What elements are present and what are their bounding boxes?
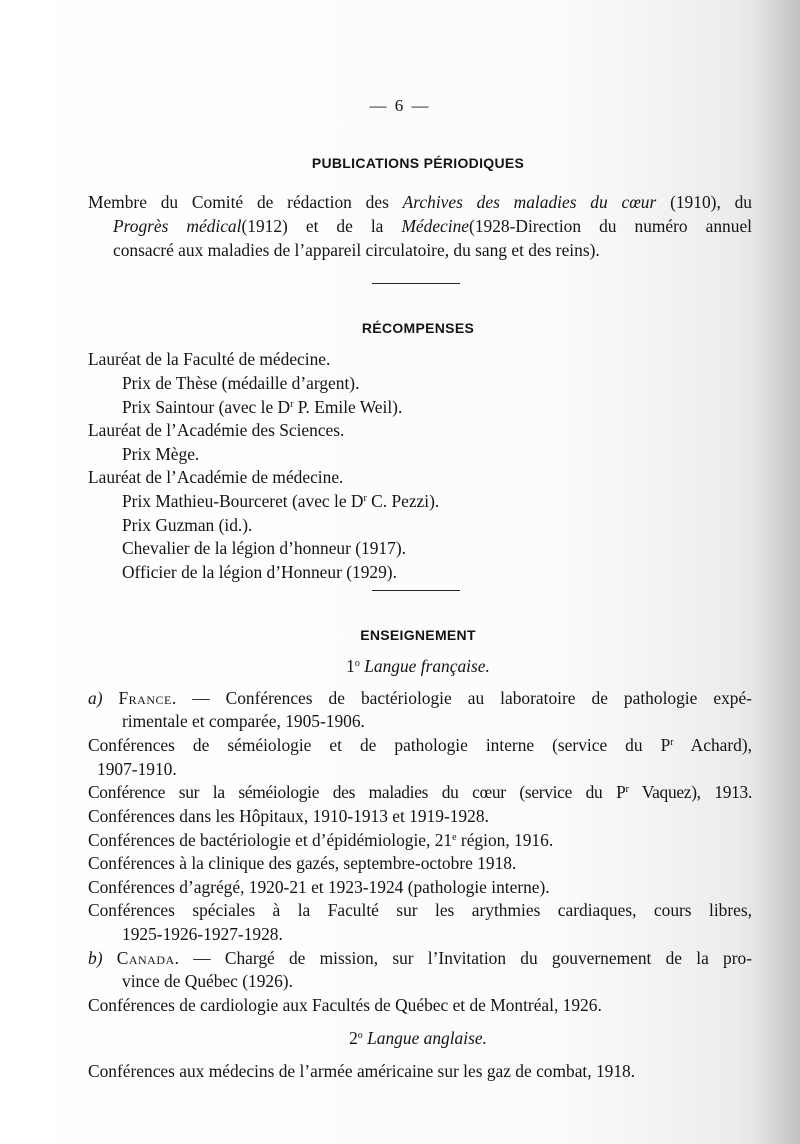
- teaching-line: rimentale et comparée, 1905-1906.: [122, 711, 365, 731]
- country-name: France: [118, 688, 172, 708]
- list-marker: b): [88, 948, 117, 968]
- award-line: Lauréat de la Faculté de médecine.: [88, 349, 331, 369]
- award-line: Chevalier de la légion d’honneur (1917).: [122, 538, 406, 558]
- award-line: Officier de la légion d’Honneur (1929).: [122, 562, 397, 582]
- teaching-line: Conférences dans les Hôpitaux, 1910-1913 et 1919-1928.: [88, 806, 489, 826]
- teaching-line: [88, 734, 752, 756]
- text-span: 2: [349, 1028, 358, 1048]
- superscript: r: [290, 399, 294, 410]
- teaching-line: Conférences aux médecins de l’armée américaine sur les gaz de combat, 1918.: [88, 1061, 636, 1081]
- subheading-langue-anglaise: [0, 1027, 800, 1049]
- text-span: Conférence sur la séméiologie des maladies du cœur (service du P: [88, 782, 626, 802]
- superscript: o: [357, 1030, 363, 1041]
- award-line: Lauréat de l’Académie des Sciences.: [88, 420, 345, 440]
- award-line: Prix de Thèse (médaille d’argent).: [122, 373, 360, 393]
- teaching-line: Conférences de cardiologie aux Facultés de Québec et de Montréal, 1926.: [88, 995, 602, 1015]
- text-span: Vaquez), 1913.: [628, 782, 753, 802]
- text-span: Prix Mathieu-Bourceret (avec le D: [122, 491, 364, 511]
- teaching-line: Conférences à la clinique des gazés, septembre-octobre 1918.: [88, 853, 517, 873]
- text-span: Prix Saintour (avec le D: [122, 397, 291, 417]
- journal-title: Progrès médical: [113, 216, 242, 236]
- text-span: (1928-Direction du numéro annuel: [469, 216, 752, 236]
- superscript: o: [354, 658, 360, 669]
- teaching-line: [88, 947, 752, 969]
- text-span: P. Emile Weil).: [293, 397, 403, 417]
- page-number: — 6 —: [369, 96, 431, 115]
- teaching-line: Conférences d’agrégé, 1920-21 et 1923-1924 (pathologie interne).: [88, 877, 550, 897]
- superscript: r: [625, 784, 629, 795]
- journal-title: Médecine: [401, 216, 470, 236]
- award-line: Prix Mège.: [122, 444, 200, 464]
- list-marker: a): [88, 688, 119, 708]
- text-span: 1: [346, 656, 355, 676]
- teaching-line: [88, 829, 553, 851]
- superscript: e: [452, 832, 457, 843]
- text-span: (1910), du: [656, 192, 752, 212]
- award-line: Prix Guzman (id.).: [122, 515, 253, 535]
- text-span: . — Chargé de mission, sur l’Invitation du gouvernement de la pro-: [174, 948, 752, 968]
- teaching-line: Conférences spéciales à la Faculté sur les arythmies cardiaques, cours libres,: [88, 900, 752, 920]
- section-divider: [372, 283, 460, 284]
- publications-line-1: [88, 191, 752, 213]
- heading-enseignement: ENSEIGNEMENT: [360, 627, 476, 643]
- teaching-line: [88, 781, 752, 803]
- country-name: Canada: [116, 948, 175, 968]
- text-span: . — Conférences de bactériologie au laboratoire de pathologie expé-: [171, 688, 752, 708]
- publications-line-3: consacré aux maladies de l’appareil circulatoire, du sang et des reins).: [113, 240, 600, 260]
- subheading-langue-francaise: [0, 655, 800, 677]
- text-span: (1912) et de la: [241, 216, 402, 236]
- heading-recompenses: RÉCOMPENSES: [361, 320, 475, 336]
- heading-publications: PUBLICATIONS PÉRIODIQUES: [311, 155, 525, 171]
- subheading-text: Langue française.: [364, 656, 490, 676]
- superscript: r: [363, 493, 367, 504]
- journal-title: Archives des maladies du cœur: [402, 192, 657, 212]
- award-line: Lauréat de l’Académie de médecine.: [88, 467, 344, 487]
- teaching-line: 1925-1926-1927-1928.: [122, 924, 283, 944]
- text-span: Conférences de séméiologie et de pathologie interne (service du P: [88, 735, 671, 755]
- teaching-line: 1907-1910.: [97, 759, 177, 779]
- superscript: r: [670, 737, 674, 748]
- subheading-text: Langue anglaise.: [367, 1028, 487, 1048]
- text-span: Membre du Comité de rédaction des: [88, 192, 403, 212]
- award-line: [122, 490, 439, 512]
- text-span: Achard),: [673, 735, 752, 755]
- teaching-line: vince de Québec (1926).: [122, 971, 293, 991]
- text-span: Conférences de bactériologie et d’épidémiologie, 21: [88, 830, 453, 850]
- teaching-line: [88, 687, 752, 709]
- section-divider: [372, 590, 460, 591]
- text-span: C. Pezzi).: [366, 491, 440, 511]
- award-line: [122, 396, 402, 418]
- publications-line-2: [113, 215, 752, 237]
- text-span: région, 1916.: [456, 830, 554, 850]
